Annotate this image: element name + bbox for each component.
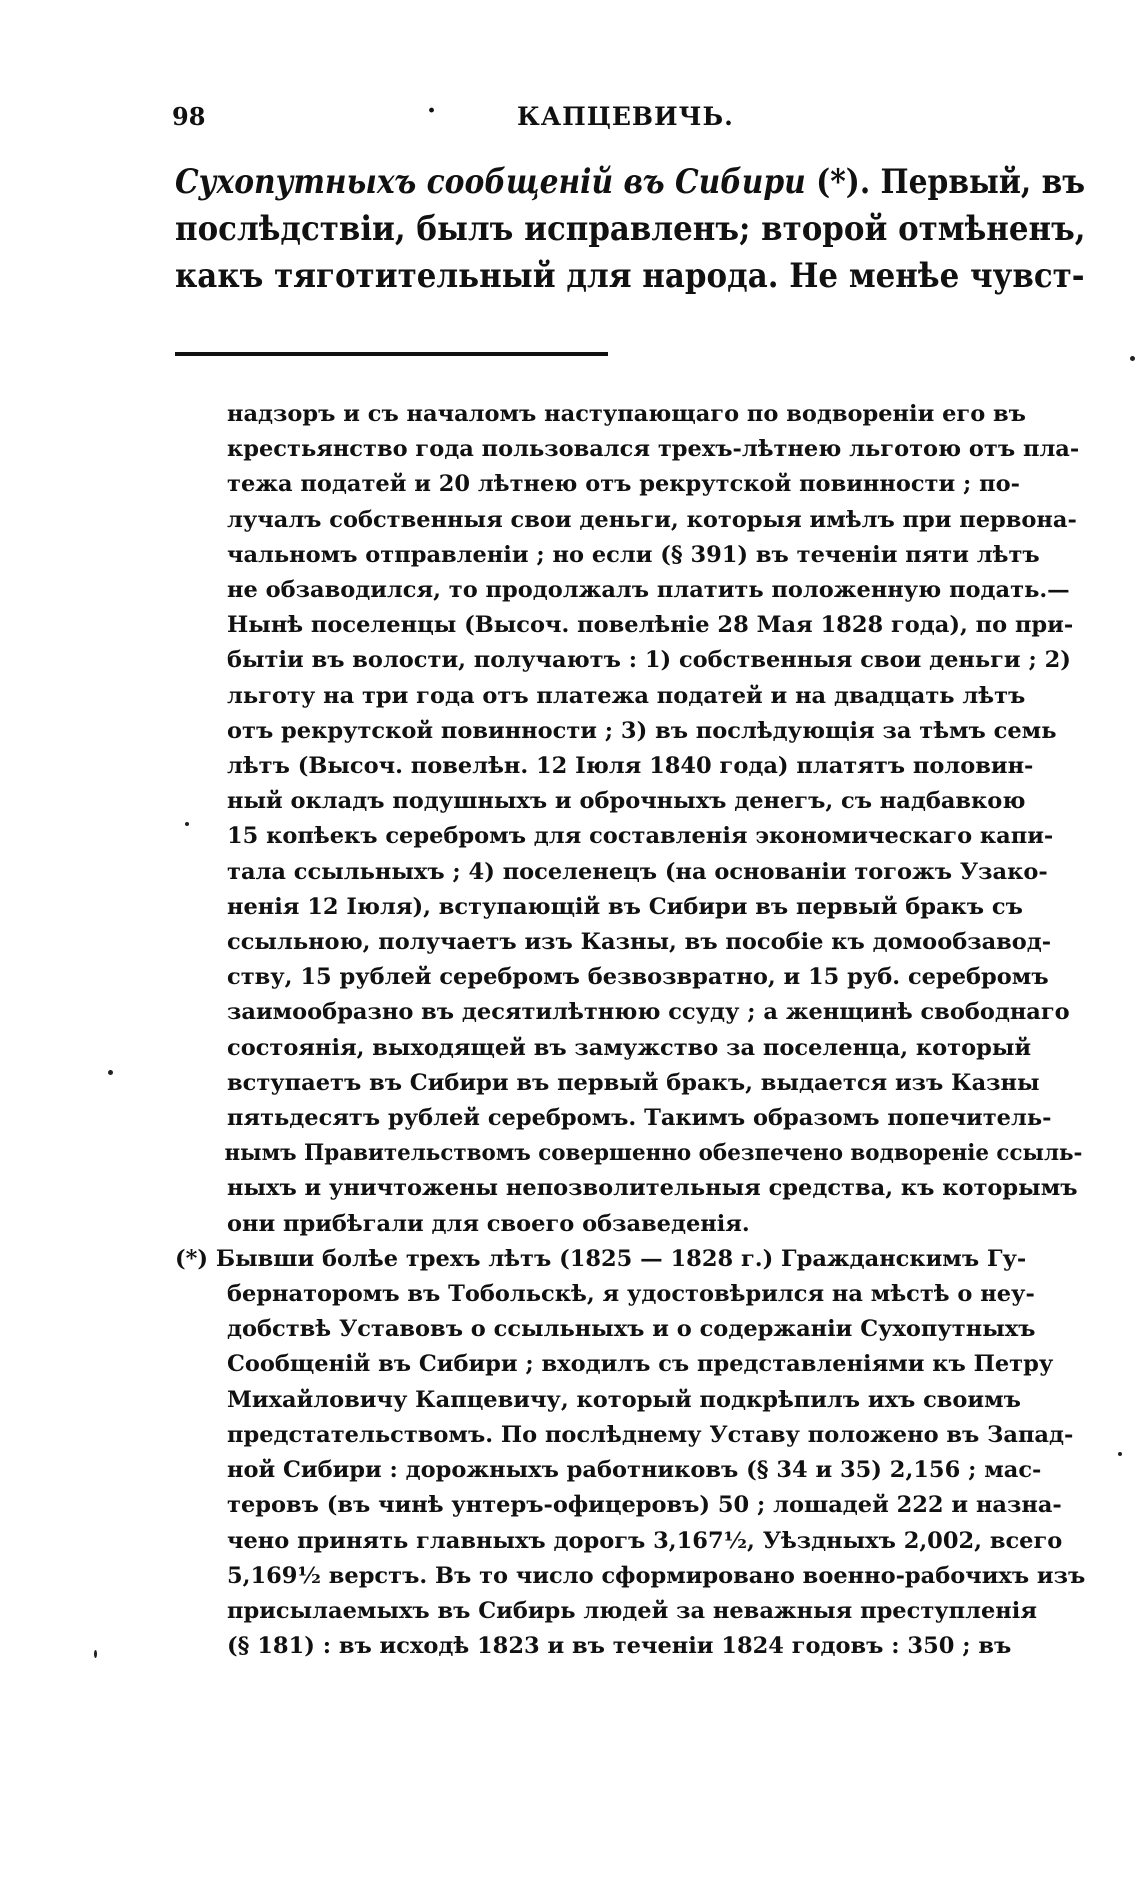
footnote-line: чено принять главныхъ дорогъ 3,167½, Уѣздныхъ 2,002, всего [227,1527,1063,1554]
header-separator: · [427,96,437,126]
footnote-line: ссыльною, получаетъ изъ Казны, въ пособіе къ домообзавод- [227,929,1052,956]
footnote-line: предстательствомъ. По послѣднему Уставу положено въ Запад- [227,1421,1074,1448]
footnote-line: крестьянство года пользовался трехъ-лѣтнею льготою отъ пла- [227,436,1080,463]
footnote-asterisk [175,1242,1085,1664]
footnote-line: ству, 15 рублей серебромъ безвозвратно, и 15 руб. серебромъ [227,964,1049,991]
scan-speck [1118,1452,1122,1456]
footnote-line: теровъ (въ чинѣ унтеръ-офицеровъ) 50 ; лошадей 222 и назна- [227,1492,1062,1519]
running-head [172,96,1072,138]
scan-speck [108,1070,113,1075]
footnote-line: заимообразно въ десятилѣтнюю ссуду ; а женщинѣ свободнаго [227,999,1070,1026]
footnote-line: состоянія, выходящей въ замужство за поселенца, который [227,1034,1032,1061]
footnote-line: 15 копѣекъ серебромъ для составленія экономическаго капи- [227,823,1054,850]
footnote-line: ныхъ и уничтожены непозволительныя средства, къ которымъ [227,1175,1078,1202]
footnote-line: отъ рекрутской повинности ; 3) въ послѣдующія за тѣмъ семь [227,717,1057,744]
footnote-line: бытіи въ волости, получаютъ : 1) собственныя свои деньги ; 2) [227,647,1071,674]
footnote-line: ной Сибири : дорожныхъ работниковъ (§ 34 и 35) 2,156 ; мас- [227,1457,1042,1484]
scan-speck [185,822,189,826]
main-text-rest: (*). Первый, въ [805,162,1086,201]
page-number: 98 [172,102,206,131]
main-text-line: послѣдствіи, былъ исправленъ; второй отмѣненъ, [175,209,1086,248]
running-head-title: КАПЦЕВИЧЬ. [517,102,734,131]
main-text-italic: Сухопутныхъ сообщеній въ Сибири [175,162,806,201]
footnote-line: ный окладъ подушныхъ и оброчныхъ денегъ, съ надбавкою [227,788,1026,815]
footnote-line: Сообщеній въ Сибири ; входилъ съ представленіями къ Петру [227,1351,1054,1378]
footnote-line: пятьдесятъ рублей серебромъ. Такимъ образомъ попечитель- [227,1105,1052,1132]
footnote-line: (*) Бывши болѣе трехъ лѣтъ (1825 — 1828 г.) Гражданскимъ Гу- [175,1245,1027,1272]
main-text-block [175,158,1085,299]
footnote-line: тежа податей и 20 лѣтнею отъ рекрутской повинности ; по- [227,471,1020,498]
main-text-line [175,158,1086,205]
footnote-line: (§ 181) : въ исходѣ 1823 и въ теченіи 1824 годовъ : 350 ; въ [227,1633,1012,1660]
footnote-rule [175,352,608,356]
scan-speck [1130,356,1135,361]
footnote-line: чальномъ отправленіи ; но если (§ 391) въ теченіи пяти лѣтъ [227,541,1040,568]
footnote-line: ненія 12 Іюля), вступающій въ Сибири въ первый бракъ съ [227,893,1023,920]
footnote-line: Нынѣ поселенцы (Высоч. повелѣніе 28 Мая 1828 года), по при- [227,612,1074,639]
footnote-line: добствѣ Уставовъ о ссыльныхъ и о содержаніи Сухопутныхъ [227,1316,1036,1343]
footnote-line: не обзаводился, то продолжалъ платить положенную подать.— [227,577,1070,604]
footnote-line: вступаетъ въ Сибири въ первый бракъ, выдается изъ Казны [227,1069,1040,1096]
footnote-line: льготу на три года отъ платежа податей и на двадцать лѣтъ [227,682,1026,709]
scan-speck [94,1650,97,1658]
footnote-continuation [175,397,1085,1242]
footnote-line: тала ссыльныхъ ; 4) поселенецъ (на основаніи тогожъ Узако- [227,858,1048,885]
footnote-line: лѣтъ (Высоч. повелѣн. 12 Іюля 1840 года) платятъ половин- [227,753,1034,780]
footnote-line: нымъ Правительствомъ совершенно обезпечено водвореніе ссыль- [224,1140,1083,1167]
footnote-line: 5,169½ верстъ. Въ то число сформировано военно-рабочихъ изъ [227,1562,1086,1589]
footnote-line: присылаемыхъ въ Сибирь людей за неважныя преступленія [227,1597,1037,1624]
main-text-line: какъ тяготительный для народа. Не менѣе чувст- [175,256,1085,295]
footnote-line: бернаторомъ въ Тобольскѣ, я удостовѣрился на мѣстѣ о неу- [227,1281,1035,1308]
footnote-line: Михайловичу Капцевичу, который подкрѣпилъ ихъ своимъ [227,1386,1021,1413]
footnote-line: они прибѣгали для своего обзаведенія. [227,1210,750,1237]
footnotes-block [175,397,1085,1664]
footnote-line: надзоръ и съ началомъ наступающаго по водвореніи его въ [227,401,1026,427]
footnote-line: лучалъ собственныя свои деньги, которыя имѣлъ при первона- [227,506,1077,533]
